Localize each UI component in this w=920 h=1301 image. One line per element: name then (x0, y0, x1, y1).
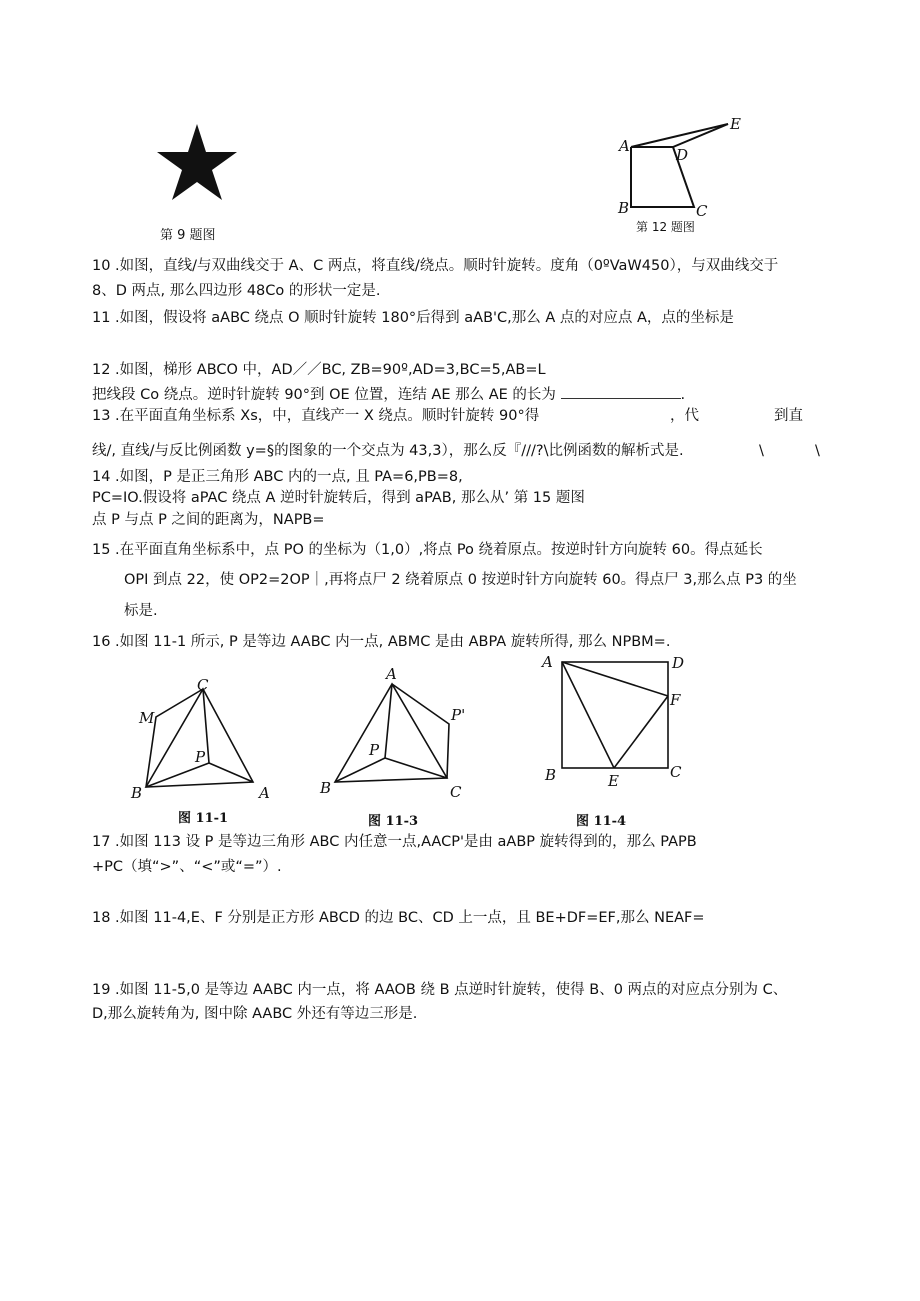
q17-line1: 17 .如图 113 设 P 是等边三角形 ABC 内任意一点,AACP'是由 aABP 旋转得到的，那么 PAPB (92, 834, 697, 850)
q12-line1: 12 .如图，梯形 ABCO 中，AD／／BC, ZB=90º,AD=3,BC=5,AB=L (92, 362, 546, 378)
fig11-4-label-e: E (608, 772, 619, 790)
q12-answer-blank (561, 384, 681, 399)
fig12-label-a: A (619, 137, 630, 155)
q13-line1a: 13 .在平面直角坐标系 Xs，中，直线产一 X 绕点。顺时针旋转 90°得 (92, 408, 540, 424)
fig12-label-c: C (696, 202, 708, 220)
q13-line1c: 到直 (774, 408, 803, 424)
q13-line2: 线/, 直线/与反比例函数 y=§的图象的一个交点为 43,3），那么反『///?\比例函数的解析式是. (92, 443, 684, 459)
fig11-4-caption: 图 11-4 (576, 814, 627, 829)
q12-line2 (92, 384, 685, 405)
fig11-4-diagram (538, 652, 698, 792)
fig11-1-label-c: C (197, 676, 209, 694)
fig12-diagram (610, 112, 760, 222)
fig11-3-label-b: B (320, 779, 332, 797)
fig11-1-diagram (125, 672, 285, 807)
fig11-1-label-m: M (139, 709, 155, 727)
q16-line1: 16 .如图 11-1 所示, P 是等边 AABC 内一点, ABMC 是由 ABPA 旋转所得, 那么 NPBM=. (92, 634, 671, 650)
q11-line1: 11 .如图，假设将 aABC 绕点 O 顺时针旋转 180°后得到 aAB'C,那么 A 点的对应点 A，点的坐标是 (92, 310, 734, 326)
q12-line2-end: . (680, 387, 686, 403)
fig9-caption: 第 9 题图 (160, 228, 216, 243)
fig11-4-label-d: D (672, 654, 685, 672)
q12-line2-text: 把线段 Co 绕点。逆时针旋转 90°到 OE 位置，连结 AE 那么 AE 的长为 (92, 387, 556, 403)
fig12-label-d: D (676, 146, 689, 164)
fig11-4-label-b: B (545, 766, 557, 784)
q14-line3: 点 P 与点 P 之间的距离为，NAPB= (92, 512, 325, 528)
fig11-3-diagram (315, 662, 475, 807)
fig11-3-label-p: P (369, 741, 380, 759)
fig11-3-label-a: A (386, 665, 397, 683)
fig11-3-caption: 图 11-3 (368, 814, 419, 829)
q13-line1b: ，代 (670, 408, 699, 424)
fig11-4-label-c: C (670, 763, 682, 781)
q15-line1: 15 .在平面直角坐标系中，点 PO 的坐标为（1,0）,将点 Po 绕着原点。按逆时针方向旋转 60。得点延长 (92, 542, 763, 558)
q19-line2: D,那么旋转角为, 图中除 AABC 外还有等边三形是. (92, 1006, 418, 1022)
fig11-1-caption: 图 11-1 (178, 811, 229, 826)
fig11-4-label-f: F (670, 691, 681, 709)
q14-line1: 14 .如图，P 是正三角形 ABC 内的一点, 且 PA=6,PB=8, (92, 469, 463, 485)
fig11-1-label-b: B (131, 784, 143, 802)
fig11-3-label-c: C (450, 783, 462, 801)
q14-line2: PC=IO.假设将 aPAC 绕点 A 逆时针旋转后，得到 aPAB, 那么从’ 第 15 题图 (92, 490, 585, 506)
q13-line2c: \ (815, 443, 820, 459)
fig11-4-label-a: A (542, 653, 553, 671)
q15-line3: 标是. (124, 603, 158, 619)
star-figure (150, 118, 246, 208)
fig12-label-b: B (618, 199, 630, 217)
fig12-caption: 第 12 题图 (636, 220, 695, 234)
q10-line2: 8、D 两点, 那么四边形 48Co 的形状一定是. (92, 283, 381, 299)
q17-line2: +PC（填“>”、“<”或“=”）. (92, 859, 282, 875)
q15-line2: OPI 到点 22，使 OP2=2OP｜,再将点尸 2 绕着原点 0 按逆时针方向旋转 60。得点尸 3,那么点 P3 的坐 (124, 572, 797, 588)
q10-line1: 10 .如图，直线/与双曲线交于 A、C 两点，将直线/绕点。顺时针旋转。度角（0ºVaW450），与双曲线交于 (92, 258, 779, 274)
q13-line2b: \ (759, 443, 764, 459)
q18-line1: 18 .如图 11-4,E、F 分别是正方形 ABCD 的边 BC、CD 上一点，且 BE+DF=EF,那么 NEAF= (92, 910, 705, 926)
fig12-label-e: E (730, 115, 741, 133)
fig11-1-label-p: P (195, 748, 206, 766)
fig11-3-label-p-prime: P' (451, 706, 466, 724)
fig11-1-label-a: A (259, 784, 270, 802)
star-shape (157, 124, 237, 200)
q19-line1: 19 .如图 11-5,0 是等边 AABC 内一点，将 AAOB 绕 B 点逆时针旋转，使得 B、0 两点的对应点分别为 C、 (92, 982, 788, 998)
